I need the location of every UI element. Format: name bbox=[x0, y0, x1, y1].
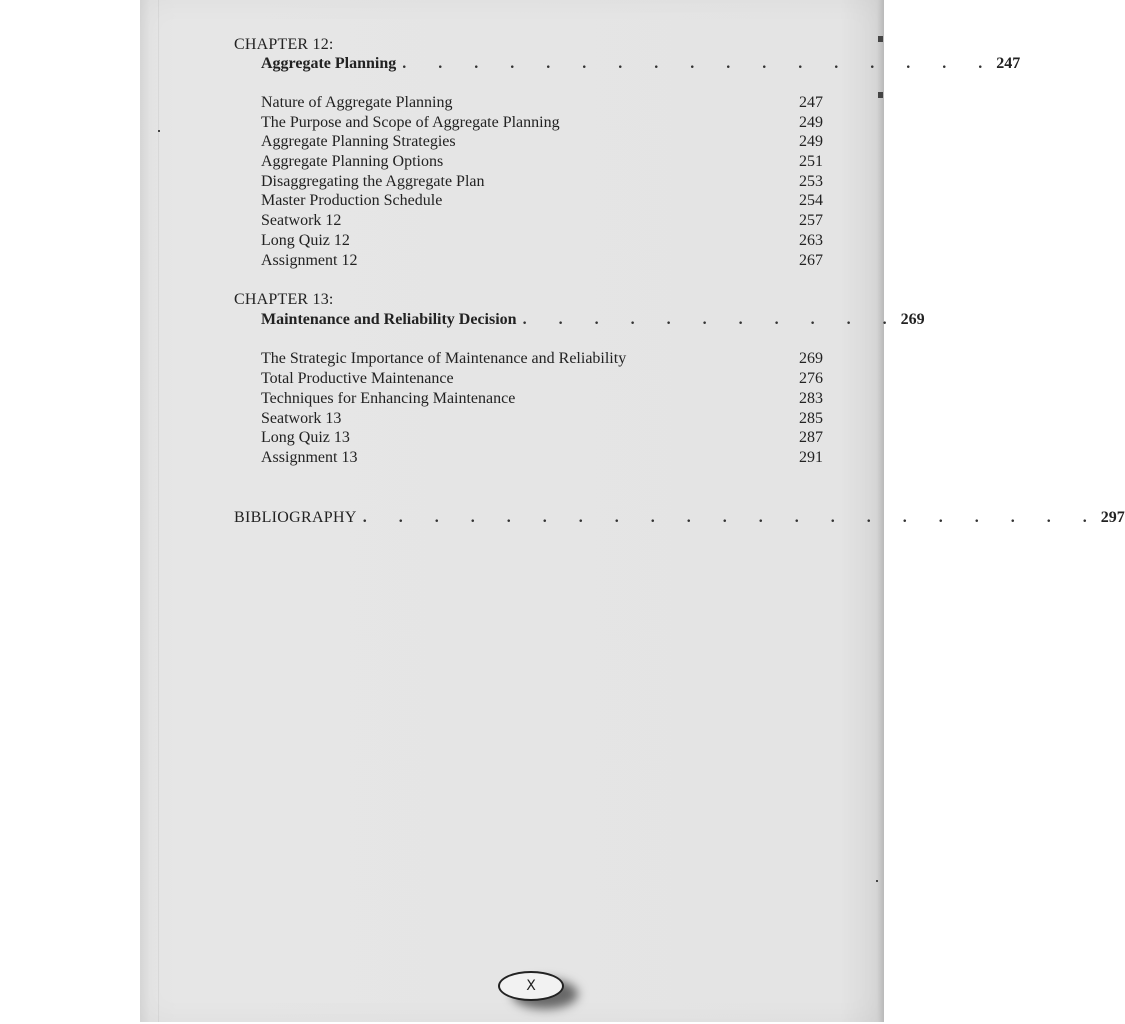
toc-entry-page: 283 bbox=[799, 390, 823, 407]
toc-entry-title: Long Quiz 13 bbox=[261, 429, 350, 446]
toc-entry-page: 251 bbox=[799, 153, 823, 170]
toc-entry-page: 249 bbox=[799, 114, 823, 131]
toc-entry[interactable] bbox=[261, 113, 823, 133]
chapter-title: Maintenance and Reliability Decision bbox=[261, 311, 517, 328]
toc-entry[interactable] bbox=[261, 152, 823, 172]
toc-entry-page: 249 bbox=[799, 133, 823, 150]
edge-mark bbox=[878, 92, 883, 98]
toc-entry-title: Nature of Aggregate Planning bbox=[261, 94, 453, 111]
chapter-title-row[interactable] bbox=[261, 54, 1021, 74]
toc-entry-title: Total Productive Maintenance bbox=[261, 370, 454, 387]
toc-entry[interactable] bbox=[261, 428, 823, 448]
chapter-page-number: 269 bbox=[900, 311, 925, 328]
toc-entry-page: 263 bbox=[799, 232, 823, 249]
toc-entry-title: Long Quiz 12 bbox=[261, 232, 350, 249]
toc-entry[interactable] bbox=[261, 349, 823, 369]
chapter-title: Aggregate Planning bbox=[261, 55, 397, 72]
scan-speck bbox=[158, 130, 160, 132]
toc-entry-page: 257 bbox=[799, 212, 823, 229]
toc-entry[interactable] bbox=[261, 251, 823, 271]
toc-entry-title: Disaggregating the Aggregate Plan bbox=[261, 173, 485, 190]
toc-entry[interactable] bbox=[261, 448, 823, 468]
bibliography-page-number: 297 bbox=[1100, 509, 1125, 526]
toc-entry[interactable] bbox=[261, 389, 823, 409]
toc-entry-page: 291 bbox=[799, 449, 823, 466]
toc-entry-title: The Strategic Importance of Maintenance and Reliability bbox=[261, 350, 627, 367]
edge-mark bbox=[878, 36, 883, 42]
chapter-page-number: 247 bbox=[996, 55, 1021, 72]
toc-entry[interactable] bbox=[261, 172, 823, 192]
toc-entry[interactable] bbox=[261, 132, 823, 152]
toc-entry-page: 247 bbox=[799, 94, 823, 111]
toc-entry[interactable] bbox=[261, 211, 823, 231]
toc-entry-page: 253 bbox=[799, 173, 823, 190]
dot-leader: . . . . . . . . . . . . . . . . . . . . . bbox=[362, 509, 1101, 526]
toc-entry-title: Master Production Schedule bbox=[261, 192, 443, 209]
bibliography-row[interactable] bbox=[234, 508, 1125, 528]
toc-entry-page: 287 bbox=[799, 429, 823, 446]
chapter-label: CHAPTER 13: bbox=[234, 291, 334, 308]
toc-entry-title: Seatwork 12 bbox=[261, 212, 342, 229]
scan-speck bbox=[876, 880, 878, 882]
toc-entry-page: 276 bbox=[799, 370, 823, 387]
toc-entry-page: 269 bbox=[799, 350, 823, 367]
toc-entry-title: Assignment 12 bbox=[261, 252, 358, 269]
toc-entry-page: 285 bbox=[799, 410, 823, 427]
dot-leader: . . . . . . . . . . . bbox=[522, 311, 901, 328]
chapter-label: CHAPTER 12: bbox=[234, 36, 334, 53]
toc-entry-title: Techniques for Enhancing Maintenance bbox=[261, 390, 516, 407]
bibliography-label: BIBLIOGRAPHY bbox=[234, 509, 357, 526]
toc-entry-title: Seatwork 13 bbox=[261, 410, 342, 427]
toc-entry-title: The Purpose and Scope of Aggregate Planning bbox=[261, 114, 560, 131]
toc-entry-title: Assignment 13 bbox=[261, 449, 358, 466]
toc-entry[interactable] bbox=[261, 409, 823, 429]
toc-entry[interactable] bbox=[261, 231, 823, 251]
toc-entry-title: Aggregate Planning Options bbox=[261, 153, 444, 170]
dot-leader: . . . . . . . . . . . . . . . . . bbox=[402, 55, 997, 72]
toc-entry-title: Aggregate Planning Strategies bbox=[261, 133, 456, 150]
toc-entry[interactable] bbox=[261, 93, 823, 113]
page-number-badge: X bbox=[498, 971, 564, 1001]
toc-entry-page: 254 bbox=[799, 192, 823, 209]
toc-entry[interactable] bbox=[261, 191, 823, 211]
toc-entry-page: 267 bbox=[799, 252, 823, 269]
toc-entry[interactable] bbox=[261, 369, 823, 389]
chapter-title-row[interactable] bbox=[261, 310, 925, 330]
